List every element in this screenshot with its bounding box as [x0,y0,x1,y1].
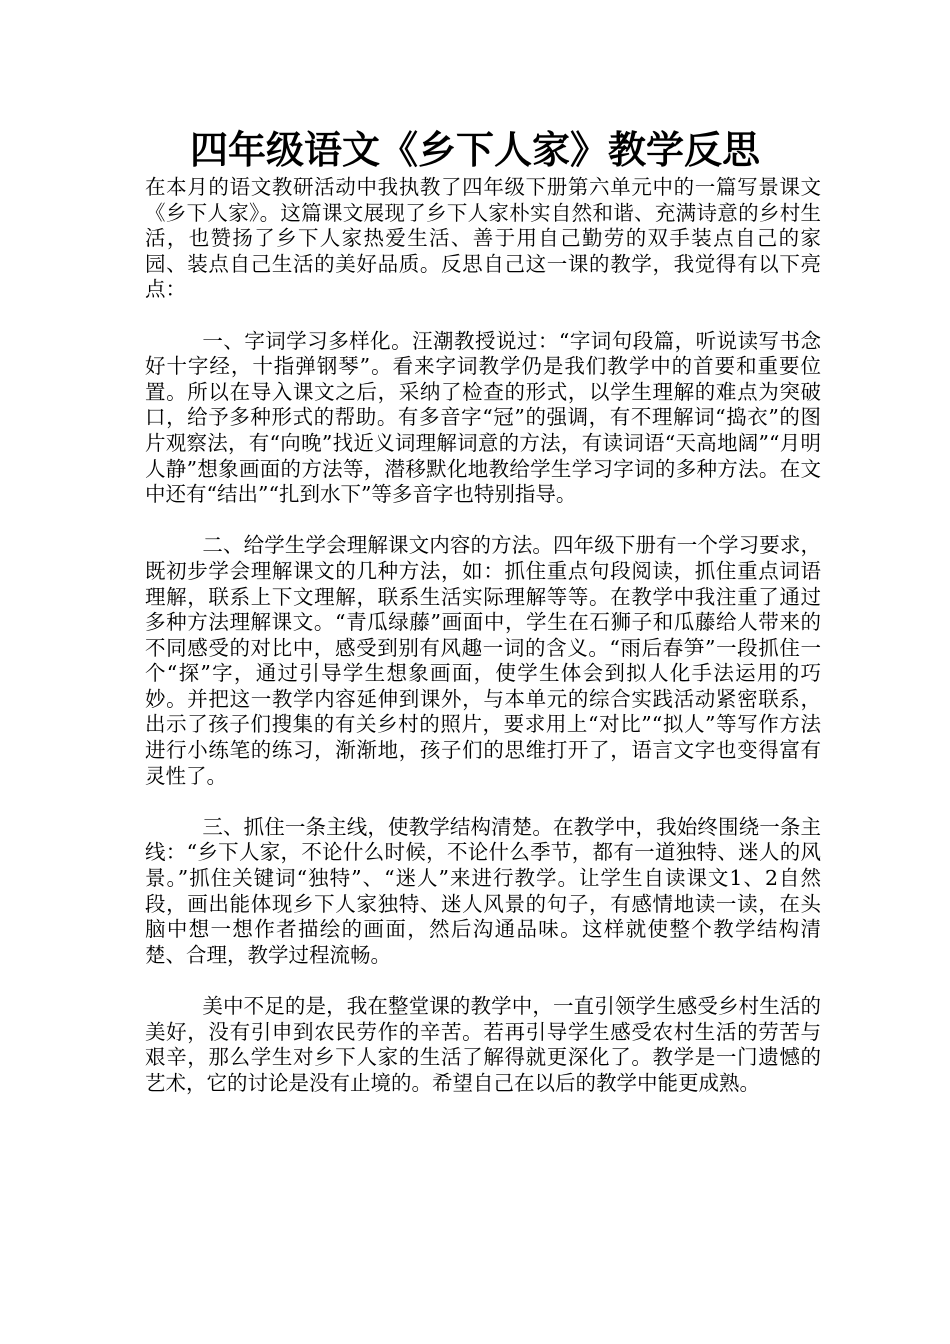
paragraph-spacer [145,968,821,994]
paragraph-spacer [145,508,821,534]
paragraph-conclusion: 美中不足的是，我在整堂课的教学中，一直引领学生感受乡村生活的美好，没有引申到农民劳作的辛苦。若再引导学生感受农村生活的劳苦与艰辛，那么学生对乡下人家的生活了解得就更深化了。教学是一门遗憾的艺术，它的讨论是没有止境的。希望自己在以后的教学中能更成熟。 [145,994,821,1095]
document-title: 四年级语文《乡下人家》教学反思 [189,127,760,172]
paragraph-intro: 在本月的语文教研活动中我执教了四年级下册第六单元中的一篇写景课文《乡下人家》。这篇课文展现了乡下人家朴实自然和谐、充满诗意的乡村生活，也赞扬了乡下人家热爱生活、善于用自己勤劳的双手装点自己的家园、装点自己生活的美好品质。反思自己这一课的教学，我觉得有以下亮点： [145,175,821,302]
paragraph-point-three: 三、抓住一条主线，使教学结构清楚。在教学中，我始终围绕一条主线：“乡下人家，不论什么时候，不论什么季节，都有一道独特、迷人的风景。”抓住关键词“独特”、“迷人”来进行教学。让学生自读课文1、2自然段，画出能体现乡下人家独特、迷人风景的句子，有感情地读一读，在头脑中想一想作者描绘的画面，然后沟通品味。这样就使整个教学结构清楚、合理，教学过程流畅。 [145,814,821,967]
document-body [145,175,821,1096]
paragraph-spacer [145,303,821,329]
paragraph-point-one: 一、字词学习多样化。汪潮教授说过：“字词句段篇，听说读写书念好十字经，十指弹钢琴”。看来字词教学仍是我们教学中的首要和重要位置。所以在导入课文之后，采纳了检查的形式，以学生理解的难点为突破口，给予多种形式的帮助。有多音字“冠”的强调，有不理解词“捣衣”的图片观察法，有“向晚”找近义词理解词意的方法，有读词语“天高地阔”“月明人静”想象画面的方法等，潜移默化地教给学生学习字词的多种方法。在文中还有“结出”“扎到水下”等多音字也特别指导。 [145,328,821,507]
paragraph-spacer [145,789,821,815]
paragraph-point-two: 二、给学生学会理解课文内容的方法。四年级下册有一个学习要求，既初步学会理解课文的几种方法，如：抓住重点句段阅读，抓住重点词语理解，联系上下文理解，联系生活实际理解等等。在教学中我注重了通过多种方法理解课文。“青瓜绿藤”画面中，学生在石狮子和瓜藤给人带来的不同感受的对比中，感受到别有风趣一词的含义。“雨后春笋”一段抓住一个“探”字，通过引导学生想象画面，使学生体会到拟人化手法运用的巧妙。并把这一教学内容延伸到课外，与本单元的综合实践活动紧密联系，出示了孩子们搜集的有关乡村的照片，要求用上“对比”“拟人”等写作方法进行小练笔的练习，渐渐地，孩子们的思维打开了，语言文字也变得富有灵性了。 [145,533,821,788]
